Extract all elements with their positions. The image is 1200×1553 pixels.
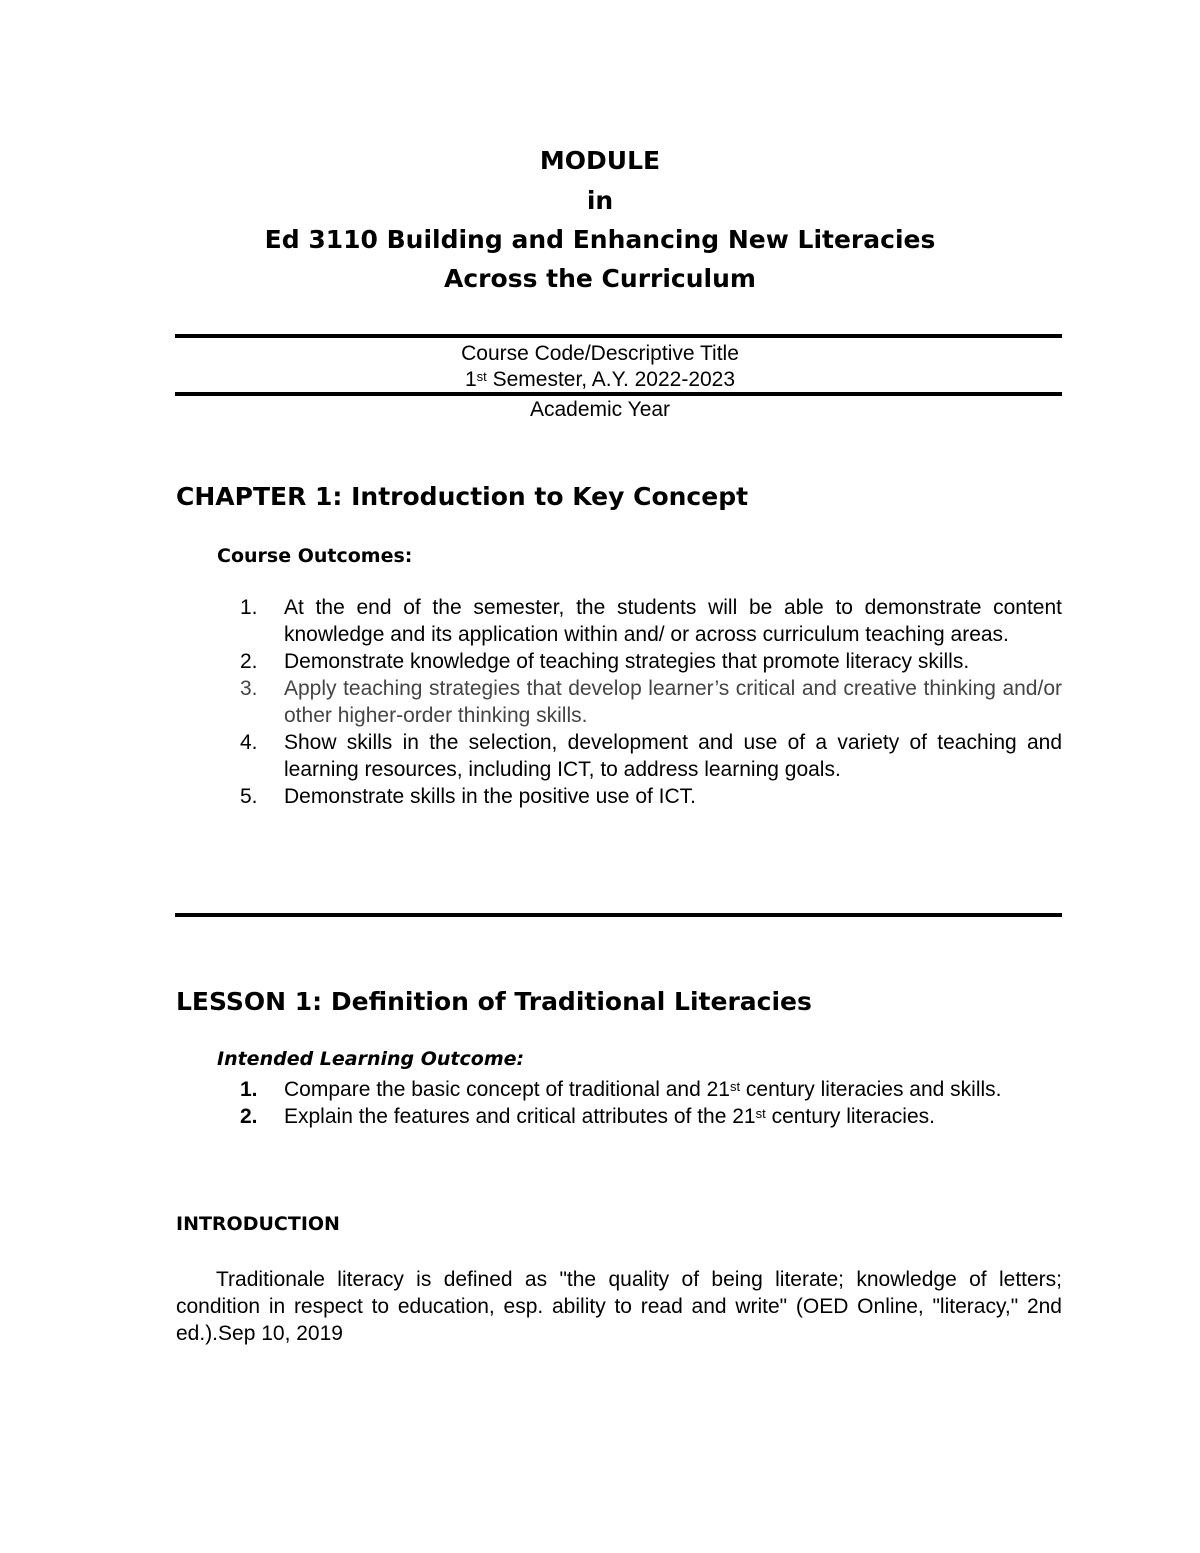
course-code-label: Course Code/Descriptive Title <box>461 342 739 365</box>
module-title-in: in <box>586 186 614 215</box>
list-item: 1. Compare the basic concept of traditional and 21st century literacies and skills. <box>240 1078 1002 1101</box>
course-title: Ed 3110 Building and Enhancing New Literacies <box>264 225 936 254</box>
list-item: 4. Show skills in the selection, development and use of a variety of teaching and learning resources, including ICT, to address learning goals. <box>240 731 1062 781</box>
list-item: 1. At the end of the semester, the students will be able to demonstrate content knowledge and its application within and/ or across curriculum teaching areas. <box>240 596 1062 646</box>
ilo-list <box>232 1076 1062 1130</box>
chapter-heading: CHAPTER 1: Introduction to Key Concept <box>176 482 749 511</box>
course-outcomes-list <box>232 594 1062 810</box>
ilo-label: Intended Learning Outcome: <box>217 1048 525 1070</box>
list-item: 2. Explain the features and critical attributes of the 21st century literacies. <box>240 1105 935 1128</box>
course-outcomes-label: Course Outcomes: <box>217 545 413 567</box>
list-item: 2. Demonstrate knowledge of teaching strategies that promote literacy skills. <box>240 650 970 673</box>
course-title-line2: Across the Curriculum <box>444 264 756 293</box>
module-title: MODULE <box>539 146 661 175</box>
semester-label: 1st Semester, A.Y. 2022-2023 <box>464 368 736 391</box>
section-divider <box>175 913 1062 917</box>
academic-year-label: Academic Year <box>529 398 671 421</box>
introduction-paragraph: Traditionale literacy is defined as "the quality of being literate; knowledge of letters; condition in respect to education, esp. ability to read and write" (OED Online, "literacy," 2nd ed.).Sep 10, 2019 <box>176 1268 1062 1345</box>
introduction-heading: INTRODUCTION <box>176 1213 340 1235</box>
middle-rule <box>175 392 1062 396</box>
list-item: 5. Demonstrate skills in the positive use of ICT. <box>240 785 697 808</box>
list-item: 3. Apply teaching strategies that develop learner’s critical and creative thinking and/or other higher-order thinking skills. <box>240 677 1062 727</box>
top-rule <box>175 334 1062 338</box>
lesson-heading: LESSON 1: Definition of Traditional Literacies <box>176 987 812 1016</box>
